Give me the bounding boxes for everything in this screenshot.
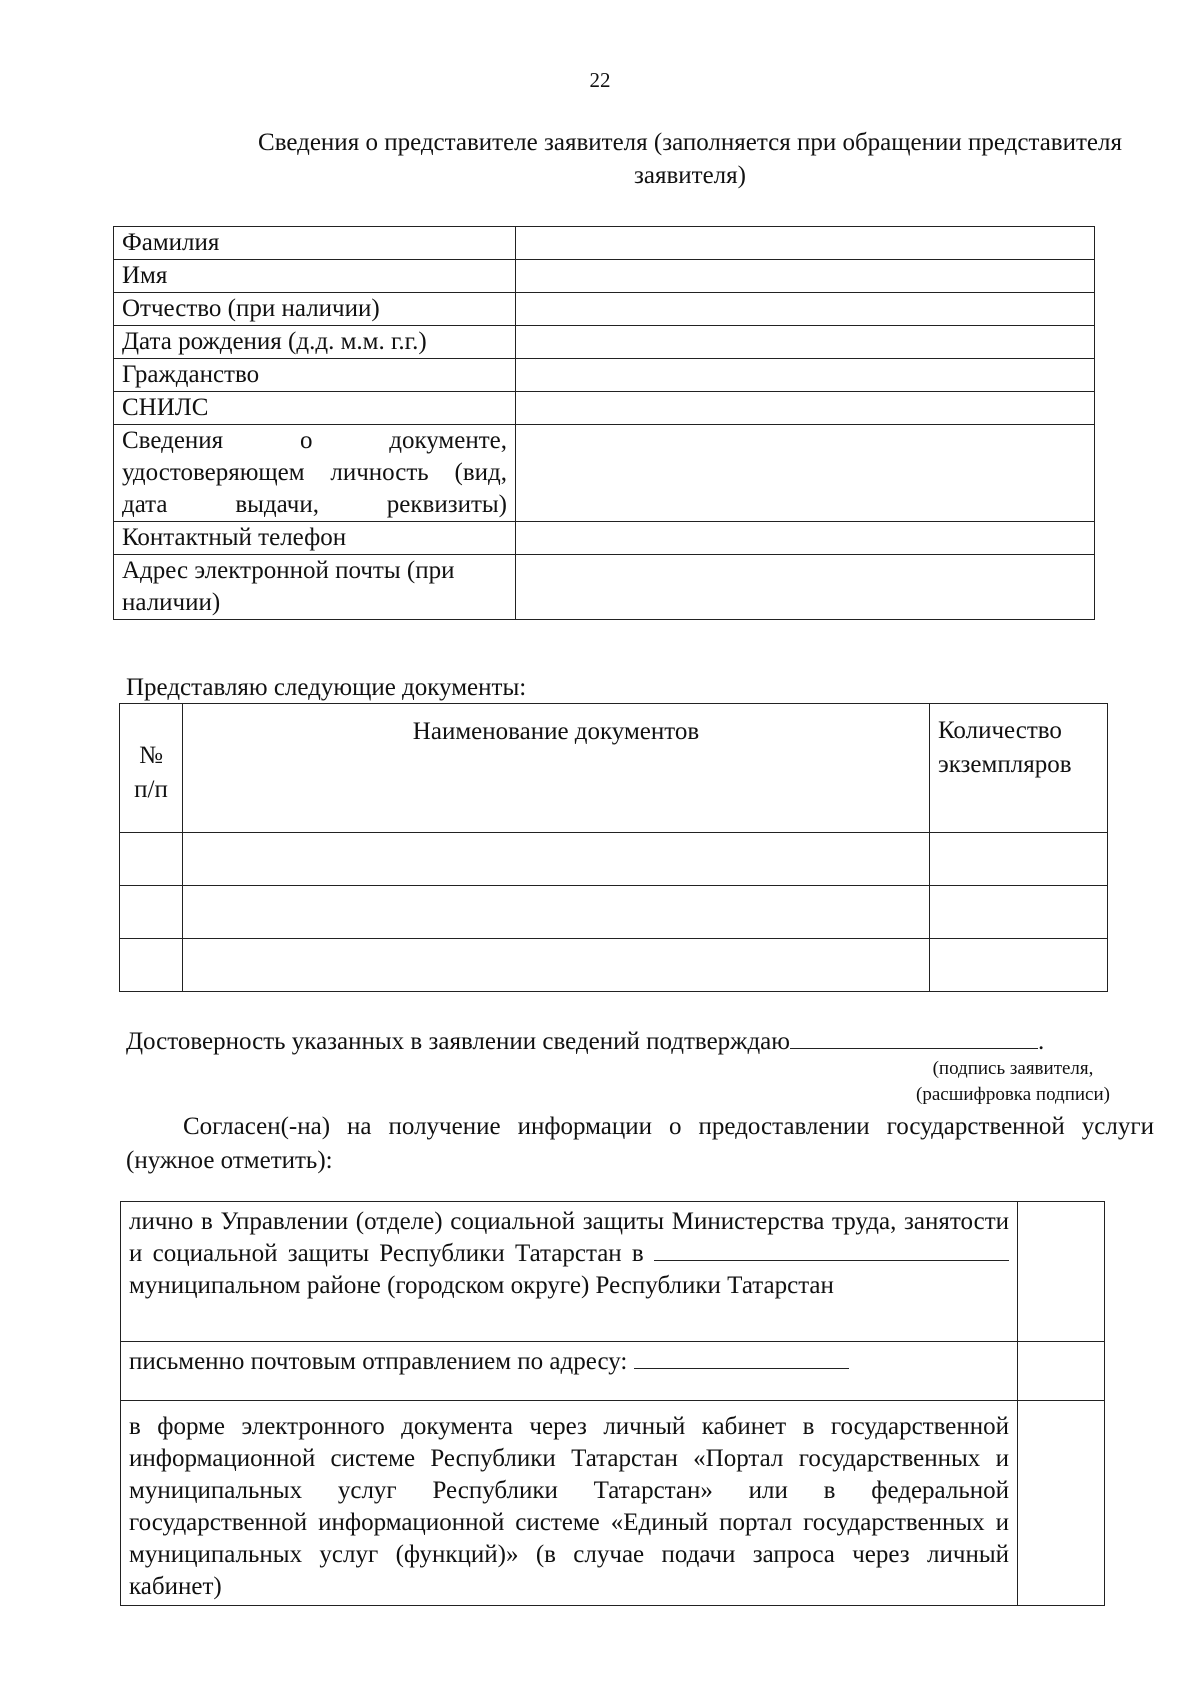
consent-options-table	[120, 1201, 1105, 1606]
consent-option-text: письменно почтовым отправлением по адресу:	[129, 1348, 628, 1375]
consent-checkbox-in-person[interactable]	[1018, 1202, 1105, 1342]
documents-caption: Представляю следующие документы:	[126, 674, 527, 701]
table-row	[120, 833, 1108, 886]
consent-checkbox-electronic[interactable]	[1018, 1401, 1105, 1606]
consent-option-mail	[121, 1342, 1018, 1401]
consent-option-in-person	[121, 1202, 1018, 1342]
document-number-cell[interactable]	[120, 886, 183, 939]
consent-option-text-cont: муниципальном районе (городском округе) Республики Татарстан	[129, 1272, 834, 1299]
table-row	[120, 939, 1108, 992]
document-name-cell[interactable]	[183, 939, 930, 992]
table-row	[114, 425, 1095, 522]
table-row	[114, 227, 1095, 260]
representative-table	[113, 226, 1095, 620]
confirmation-text: Достоверность указанных в заявлении сведений подтверждаю	[126, 1028, 790, 1055]
section-title: Сведения о представителе заявителя (заполняется при обращении представителя заявителя)	[258, 129, 1122, 189]
document-number-cell[interactable]	[120, 939, 183, 992]
table-header-row	[120, 704, 1108, 833]
table-row	[114, 260, 1095, 293]
field-value-id-document[interactable]	[516, 425, 1095, 522]
field-label-id-document: Сведения о документе, удостоверяющем личность (вид, дата выдачи, реквизиты)	[114, 425, 516, 522]
page-number: 22	[589, 68, 611, 92]
table-row	[114, 392, 1095, 425]
field-label-email: Адрес электронной почты (при наличии)	[114, 555, 516, 620]
documents-table	[119, 703, 1108, 992]
consent-paragraph: Согласен(-на) на получение информации о предоставлении государственной услуги (нужное отметить):	[126, 1113, 1154, 1174]
field-value-email[interactable]	[516, 555, 1095, 620]
table-row	[121, 1202, 1105, 1342]
document-name-cell[interactable]	[183, 833, 930, 886]
field-label-citizenship: Гражданство	[114, 359, 516, 392]
field-value-surname[interactable]	[516, 227, 1095, 260]
field-label-name: Имя	[114, 260, 516, 293]
table-row	[114, 359, 1095, 392]
document-quantity-cell[interactable]	[930, 833, 1108, 886]
field-value-birthdate[interactable]	[516, 326, 1095, 359]
consent-option-electronic: в форме электронного документа через личный кабинет в государственной информационной системе Республики Татарстан «Портал государственных и муниципальных услуг Республики Татарстан» или в федеральной государственной информационной системе «Единый портал государственных и муниципальных услуг (функций)» (в случае подачи запроса через личный кабинет)	[121, 1401, 1018, 1606]
district-blank[interactable]	[654, 1238, 1009, 1261]
field-label-phone: Контактный телефон	[114, 522, 516, 555]
field-value-citizenship[interactable]	[516, 359, 1095, 392]
table-row	[114, 293, 1095, 326]
table-row	[114, 522, 1095, 555]
table-row	[121, 1401, 1105, 1606]
consent-option-text: лично в Управлении (отделе) социальной защиты Министерства труда, занятости и социальной защиты Республики Татарстан в	[129, 1208, 1009, 1267]
document-quantity-cell[interactable]	[930, 886, 1108, 939]
table-row	[114, 326, 1095, 359]
signature-blank[interactable]	[790, 1026, 1038, 1049]
column-header-name: Наименование документов	[183, 704, 930, 833]
field-value-snils[interactable]	[516, 392, 1095, 425]
address-blank[interactable]	[634, 1346, 849, 1369]
field-value-patronymic[interactable]	[516, 293, 1095, 326]
field-label-patronymic: Отчество (при наличии)	[114, 293, 516, 326]
document-name-cell[interactable]	[183, 886, 930, 939]
field-label-birthdate: Дата рождения (д.д. м.м. г.г.)	[114, 326, 516, 359]
table-row	[120, 886, 1108, 939]
consent-checkbox-mail[interactable]	[1018, 1342, 1105, 1401]
document-number-cell[interactable]	[120, 833, 183, 886]
column-header-number: № п/п	[120, 704, 183, 833]
column-header-quantity: Количество экземпляров	[930, 704, 1108, 833]
field-value-phone[interactable]	[516, 522, 1095, 555]
table-row	[121, 1342, 1105, 1401]
signature-hint: (подпись заявителя, (расшифровка подписи)	[916, 1058, 1110, 1105]
field-label-snils: СНИЛС	[114, 392, 516, 425]
field-label-surname: Фамилия	[114, 227, 516, 260]
confirmation-line: Достоверность указанных в заявлении сведений подтверждаю .	[126, 1028, 1045, 1055]
field-value-name[interactable]	[516, 260, 1095, 293]
table-row	[114, 555, 1095, 620]
document-quantity-cell[interactable]	[930, 939, 1108, 992]
